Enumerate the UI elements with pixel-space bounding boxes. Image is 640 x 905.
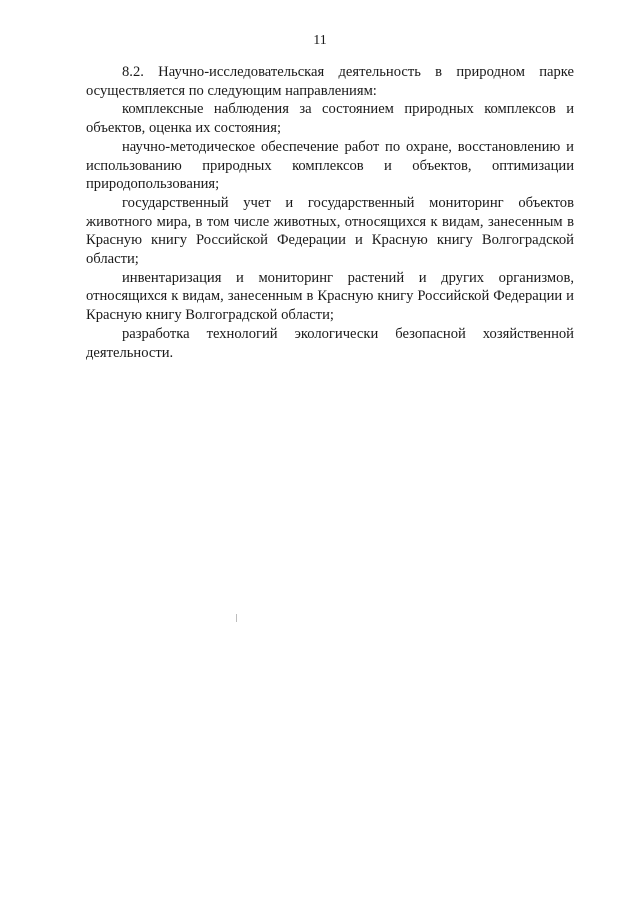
list-item-state-wildlife-monitoring: государственный учет и государственный мониторинг объектов животного мира, в том числе животных, относящихся к видам, занесенным в Красную книгу Российской Федерации и Красную книгу Волгоградской области; xyxy=(86,194,574,268)
scan-speck xyxy=(236,614,237,622)
section-8-2-body xyxy=(86,63,574,362)
section-heading-paragraph: 8.2. Научно-исследовательская деятельность в природном парке осуществляется по следующим направлениям: xyxy=(86,64,574,99)
list-item-scientific-methodical-support: научно-методическое обеспечение работ по охране, восстановлению и использованию природных комплексов и объектов, оптимизации природопользования; xyxy=(86,138,574,193)
page-number: 11 xyxy=(313,33,327,48)
list-item-plant-inventory: инвентаризация и мониторинг растений и других организмов, относящихся к видам, занесенным в Красную книгу Российской Федерации и Красную книгу Волгоградской области; xyxy=(86,269,574,324)
list-item-eco-technology-development: разработка технологий экологически безопасной хозяйственной деятельности. xyxy=(86,325,574,361)
list-item-comprehensive-observation: комплексные наблюдения за состоянием природных комплексов и объектов, оценка их состояния; xyxy=(86,101,574,137)
